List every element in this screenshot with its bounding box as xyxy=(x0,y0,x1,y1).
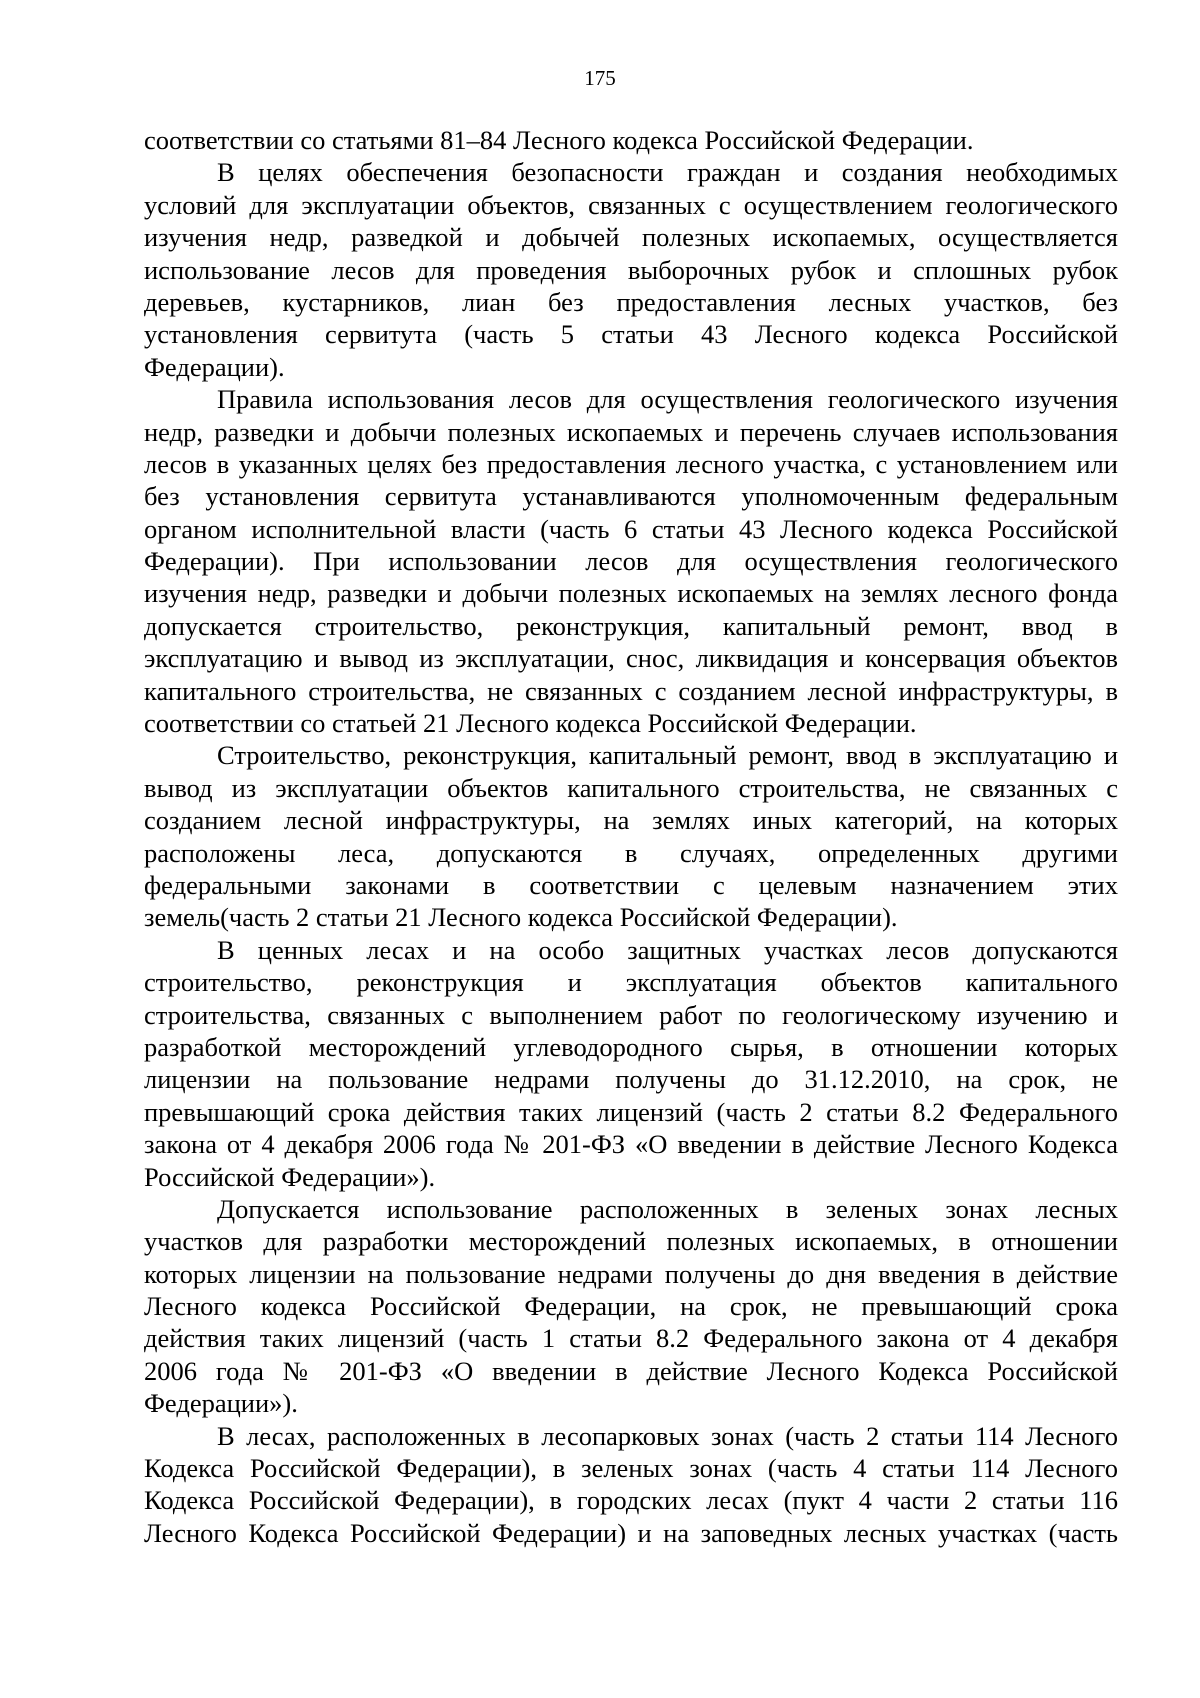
text-line: В лесах, расположенных в лесопарковых зонах (часть 2 статьи 114 Лесного xyxy=(217,1420,1118,1451)
text-line: В целях обеспечения безопасности граждан и создания необходимых xyxy=(217,157,1118,188)
text-line: земель(часть 2 статьи 21 Лесного кодекса Российской Федерации). xyxy=(144,902,898,933)
page-number: 175 xyxy=(584,66,616,90)
text-line: Российской Федерации»). xyxy=(144,1161,436,1192)
text-line: установления сервитута (часть 5 статьи 43 Лесного кодекса Российской xyxy=(144,319,1118,350)
text-line: созданием лесной инфраструктуры, на землях иных категорий, на которых xyxy=(144,805,1118,836)
text-line: Кодекса Российской Федерации), в городских лесах (пукт 4 части 2 статьи 116 xyxy=(144,1485,1118,1516)
text-line: соответствии со статьей 21 Лесного кодекса Российской Федерации. xyxy=(144,708,917,739)
text-line: Строительство, реконструкция, капитальный ремонт, ввод в эксплуатацию и xyxy=(217,740,1118,771)
text-line: превышающий срока действия таких лицензий (часть 2 статьи 8.2 Федерального xyxy=(144,1096,1118,1127)
text-line: которых лицензии на пользование недрами получены до дня введения в действие xyxy=(144,1258,1118,1289)
text-line: соответствии со статьями 81–84 Лесного кодекса Российской Федерации. xyxy=(144,125,974,155)
text-line: капитального строительства, не связанных с созданием лесной инфраструктуры, в xyxy=(144,675,1118,706)
text-line: эксплуатацию и вывод из эксплуатации, снос, ликвидация и консервация объектов xyxy=(144,643,1118,674)
text-line: использование лесов для проведения выборочных рубок и сплошных рубок xyxy=(144,254,1118,285)
text-line: строительства, связанных с выполнением работ по геологическому изучению и xyxy=(144,999,1118,1030)
text-line: Лесного кодекса Российской Федерации, на срок, не превышающий срока xyxy=(144,1291,1118,1322)
text-line: Правила использования лесов для осуществления геологического изучения xyxy=(217,384,1118,415)
text-line: органом исполнительной власти (часть 6 статьи 43 Лесного кодекса Российской xyxy=(144,513,1118,544)
text-line: закона от 4 декабря 2006 года № 201-ФЗ «О введении в действие Лесного Кодекса xyxy=(144,1129,1118,1160)
text-line: условий для эксплуатации объектов, связанных с осуществлением геологического xyxy=(144,189,1118,220)
text-line: строительство, реконструкция и эксплуатация объектов капитального xyxy=(144,967,1118,998)
text-line: участков для разработки месторождений полезных ископаемых, в отношении xyxy=(144,1226,1118,1257)
text-line: Федерации). При использовании лесов для осуществления геологического xyxy=(144,546,1118,577)
text-line: вывод из эксплуатации объектов капитального строительства, не связанных с xyxy=(144,772,1118,803)
text-line: Федерации). xyxy=(144,351,285,382)
text-line: допускается строительство, реконструкция, капитальный ремонт, ввод в xyxy=(144,610,1118,641)
text-line: деревьев, кустарников, лиан без предоставления лесных участков, без xyxy=(144,286,1118,317)
text-line: 2006 года № 201-ФЗ «О введении в действие Лесного Кодекса Российской xyxy=(144,1355,1118,1386)
text-line: В ценных лесах и на особо защитных участках лесов допускаются xyxy=(217,934,1118,965)
text-line: расположены леса, допускаются в случаях, определенных другими xyxy=(144,837,1118,868)
text-line: недр, разведки и добычи полезных ископаемых и перечень случаев использования xyxy=(144,416,1118,447)
text-line: Кодекса Российской Федерации), в зеленых зонах (часть 4 статьи 114 Лесного xyxy=(144,1453,1118,1484)
text-line: изучения недр, разведки и добычи полезных ископаемых на землях лесного фонда xyxy=(144,578,1118,609)
text-line: лесов в указанных целях без предоставления лесного участка, с установлением или xyxy=(144,448,1118,479)
text-line: изучения недр, разведкой и добычей полезных ископаемых, осуществляется xyxy=(144,222,1118,253)
body-text xyxy=(144,124,1118,1549)
text-line: Федерации»). xyxy=(144,1388,298,1419)
text-line: федеральными законами в соответствии с целевым назначением этих xyxy=(144,869,1118,900)
text-line: без установления сервитута устанавливаются уполномоченным федеральным xyxy=(144,481,1118,512)
text-line: лицензии на пользование недрами получены до 31.12.2010, на срок, не xyxy=(144,1064,1118,1095)
text-line: Лесного Кодекса Российской Федерации) и на заповедных лесных участках (часть xyxy=(144,1517,1118,1548)
text-line: разработкой месторождений углеводородного сырья, в отношении которых xyxy=(144,1031,1118,1062)
text-line: действия таких лицензий (часть 1 статьи 8.2 Федерального закона от 4 декабря xyxy=(144,1323,1118,1354)
text-line: Допускается использование расположенных в зеленых зонах лесных xyxy=(217,1193,1118,1224)
